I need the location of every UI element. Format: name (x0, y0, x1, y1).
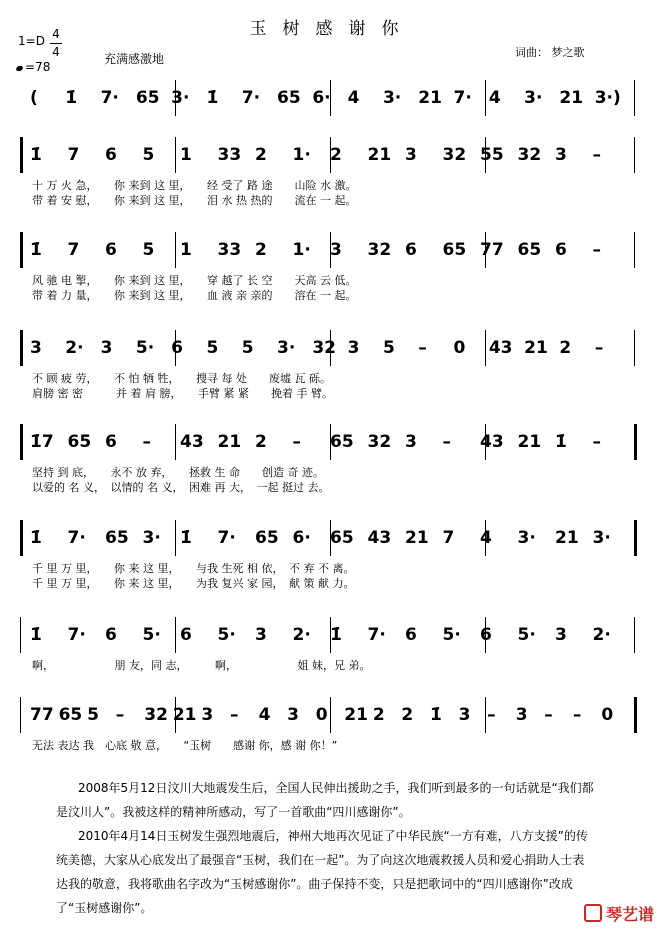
note: 3 (287, 705, 299, 725)
note: 21 (172, 705, 197, 725)
note: 65 (255, 528, 279, 548)
note: 7· (241, 88, 261, 108)
brand-logo (584, 902, 654, 925)
note: 33 (217, 240, 242, 260)
note: 77 (480, 240, 504, 260)
note: 7· (67, 625, 86, 645)
note: – (487, 705, 496, 725)
note: 21 (405, 528, 429, 548)
note: 32 (312, 338, 337, 358)
brand-name: 琴艺谱 (605, 905, 654, 924)
note: 3 (515, 705, 528, 725)
note: 7· (100, 88, 119, 108)
logo-icon (584, 904, 602, 922)
note: 33 (217, 145, 242, 165)
note: 3· (592, 528, 611, 548)
bar-line (20, 520, 23, 556)
bar-line (634, 137, 635, 173)
note: 65 (67, 432, 92, 452)
note: 55 (480, 145, 504, 165)
bar-line (175, 232, 176, 268)
note: 3· (382, 88, 402, 108)
note: 21 (524, 338, 548, 358)
notation-row (0, 240, 664, 270)
lyric-text: 带 着 安 慰， 你 来到 这 里， 泪 水 热 热的 流在 一 起。 (32, 194, 357, 207)
note: 1̇ (30, 625, 42, 645)
note: 6 (555, 240, 567, 260)
note: 0 (453, 338, 466, 358)
note: 65 (58, 705, 83, 725)
expression-marking: 充满感激地 (104, 52, 165, 66)
notation-row (0, 625, 664, 655)
note: 5· (517, 625, 536, 645)
notation-row (0, 338, 664, 368)
note: 1̇ (330, 625, 342, 645)
lyric-text: 坚持 到 底， 永不 放 弃， 拯救 生 命 创造 奇 迹。 (32, 466, 324, 479)
note: 32 (144, 705, 168, 725)
note: 21 (217, 432, 242, 452)
note: 32 (367, 240, 392, 260)
note: 65 (442, 240, 467, 260)
note: – (592, 240, 601, 260)
bar-line (20, 697, 21, 733)
bar-line (175, 617, 176, 653)
note: 6 (105, 432, 117, 452)
note: 3· (171, 88, 190, 108)
note: 6· (292, 528, 311, 548)
lyric-text: 无法 表达 我 心底 敬 意， “玉树 感谢 你，感 谢 你！” (32, 739, 338, 752)
lyric-text: 带 着 力 量， 你 来到 这 里， 血 液 亲 亲的 溶在 一 起。 (32, 289, 357, 302)
note: – (592, 432, 601, 452)
bar-line (485, 330, 486, 366)
note: 65 (105, 528, 129, 548)
bar-line (634, 424, 637, 460)
note: 65 (330, 528, 354, 548)
lyric-text: 不 顾 疲 劳， 不 怕 牺 牲， 搜寻 每 处 废墟 瓦 砾。 (32, 372, 331, 385)
note: 5 (206, 338, 219, 358)
lyric-text: 千 里 万 里， 你 来 这 里， 为我 复兴 家 园， 献 策 献 力。 (32, 577, 355, 590)
note: 4 (347, 88, 360, 108)
note: 1 (180, 240, 192, 260)
note: – (594, 338, 604, 358)
note: 7· (453, 88, 472, 108)
note: – (230, 705, 239, 725)
credits: 词曲： 梦之歌 (515, 46, 585, 59)
note: 3 (555, 145, 567, 165)
note: 3 (458, 705, 471, 725)
tempo-value: =78 (25, 60, 51, 74)
note: 5· (135, 338, 155, 358)
note: 6 (105, 145, 117, 165)
notation-row (0, 88, 664, 118)
note: 1̇ (180, 528, 192, 548)
note: 2 (559, 338, 572, 358)
note: 3· (517, 528, 536, 548)
note: 43 (480, 432, 504, 452)
note: – (442, 432, 451, 452)
note: 1̇ (30, 145, 42, 165)
note: 2· (292, 625, 311, 645)
note: 3·) (594, 88, 621, 108)
note: – (572, 705, 582, 725)
note: 65 (277, 88, 301, 108)
notation-row (0, 528, 664, 558)
note: 5 (142, 145, 155, 165)
note: 7· (67, 528, 86, 548)
bar-line (20, 330, 23, 366)
note: 3 (255, 625, 267, 645)
lyric-text: 啊， 朋 友，同 志， 啊， 姐 妹，兄 弟。 (32, 659, 371, 672)
note: 1 (180, 145, 192, 165)
bar-line (20, 137, 23, 173)
bar-line (634, 697, 637, 733)
note: 32 (442, 145, 467, 165)
note: 5 (142, 240, 155, 260)
bar-line (175, 520, 176, 556)
lyric-text: 风 驰 电 掣， 你 来到 这 里， 穿 越了 长 空 天高 云 低。 (32, 274, 357, 287)
quarter-note-icon (15, 65, 23, 72)
note: 6 (105, 625, 117, 645)
note: 6 (405, 240, 417, 260)
note: 32 (517, 145, 542, 165)
note: 5· (142, 625, 161, 645)
note: 3 (201, 705, 214, 725)
note: 1̇7 (30, 432, 54, 452)
note: – (115, 705, 125, 725)
note: 43 (367, 528, 392, 548)
note: 3 (100, 338, 113, 358)
note: 7 (67, 240, 80, 260)
note: 7· (367, 625, 386, 645)
note: – (544, 705, 553, 725)
song-title: 玉树感谢你 (249, 19, 415, 39)
note: 21 (367, 145, 392, 165)
note: 3 (347, 338, 360, 358)
note: 5· (217, 625, 236, 645)
notation-row (0, 432, 664, 462)
note: 2 (401, 705, 414, 725)
bar-line (634, 330, 635, 366)
bar-line (20, 424, 23, 460)
note: 5 (241, 338, 254, 358)
note: – (592, 145, 601, 165)
note: 65 (135, 88, 160, 108)
note: – (418, 338, 427, 358)
note: 7 (442, 528, 455, 548)
note: 1̇ (65, 88, 78, 108)
note: 6 (480, 625, 492, 645)
note: 3· (277, 338, 296, 358)
bar-line (20, 232, 23, 268)
time-bottom: 4 (52, 45, 60, 59)
bar-line (485, 80, 486, 116)
note: 6 (405, 625, 417, 645)
note: 6· (312, 88, 331, 108)
note: 65 (330, 432, 354, 452)
lyric-text: 千 里 万 里， 你 来 这 里， 与我 生死 相 依， 不 弃 不 离。 (32, 562, 355, 575)
bar-line (634, 80, 635, 116)
note: 43 (180, 432, 204, 452)
bar-line (634, 232, 635, 268)
note: 1· (292, 145, 311, 165)
note: 3· (524, 88, 543, 108)
note: 32 (367, 432, 392, 452)
note: 4 (258, 705, 271, 725)
note: 21 (344, 705, 368, 725)
key-signature: 1=D (18, 34, 45, 48)
note: 2 (330, 145, 342, 165)
bar-line (634, 520, 637, 556)
note: 3 (405, 145, 417, 165)
note: 5 (382, 338, 395, 358)
note: 1̇ (555, 432, 567, 452)
note: – (142, 432, 151, 452)
lyric-text: 以爱的 名 义， 以情的 名 义， 困难 再 大， 一起 挺过 去。 (32, 481, 330, 494)
note: 3 (405, 432, 417, 452)
note: 65 (517, 240, 542, 260)
note: 21 (559, 88, 584, 108)
note: 0 (601, 705, 614, 725)
note: 4 (480, 528, 492, 548)
time-signature (50, 26, 62, 61)
note: 1̇ (30, 240, 42, 260)
bar-line (20, 617, 21, 653)
note: – (292, 432, 301, 452)
note: 1̇ (430, 705, 442, 725)
note: 21 (555, 528, 579, 548)
bar-line (485, 697, 486, 733)
note: 5 (87, 705, 99, 725)
note: 2· (65, 338, 84, 358)
bar-line (330, 697, 331, 733)
note: 21 (517, 432, 542, 452)
note: 77 (30, 705, 54, 725)
note: 2 (372, 705, 385, 725)
footnote-paragraph-2: 2010年4月14日玉树发生强烈地震后，神州大地再次见证了中华民族“一方有难，八方支援”的传统美德，大家从心底发出了最强音“玉树，我们在一起”。为了向这次地震救援人员和爱心捐助人士表达我的敬意，我将歌曲名字改为“玉树感谢你”。曲子保持不变，只是把歌词中的“四川感谢你”改成了“玉树感谢你”。 (56, 829, 588, 915)
time-top: 4 (52, 27, 60, 41)
note: ( (30, 88, 38, 108)
note: 21 (418, 88, 442, 108)
note: 4 (488, 88, 501, 108)
note: 1̇ (30, 528, 42, 548)
note: 1̇ (206, 88, 219, 108)
lyric-text: 肩膀 密 密 并 着 肩 膀， 手臂 紧 紧 挽着 手 臂。 (32, 387, 333, 400)
notation-row (0, 705, 664, 735)
note: 43 (488, 338, 513, 358)
note: 3 (555, 625, 567, 645)
note: 3 (30, 338, 42, 358)
note: 0 (315, 705, 328, 725)
note: 6 (180, 625, 192, 645)
bar-line (175, 424, 176, 460)
note: 1· (292, 240, 311, 260)
note: 2 (255, 240, 267, 260)
note: 5· (442, 625, 461, 645)
notation-row (0, 145, 664, 175)
note: 6 (105, 240, 117, 260)
note: 3 (330, 240, 342, 260)
note: 2· (592, 625, 611, 645)
note: 7 (67, 145, 80, 165)
note: 3· (142, 528, 161, 548)
footnote-paragraph-1: 2008年5月12日汶川大地震发生后，全国人民伸出援助之手，我们听到最多的一句话就是“我们都是汶川人”。我被这样的精神所感动，写了一首歌曲“四川感谢你”。 (56, 781, 594, 819)
lyric-text: 十 万 火 急， 你 来到 这 里， 经 受了 路 途 山险 水 激。 (32, 179, 357, 192)
note: 2 (255, 145, 267, 165)
note: 6 (171, 338, 184, 358)
bar-line (175, 137, 176, 173)
tempo-marking (16, 60, 50, 74)
bar-line (634, 617, 635, 653)
note: 7· (217, 528, 236, 548)
note: 2 (255, 432, 267, 452)
